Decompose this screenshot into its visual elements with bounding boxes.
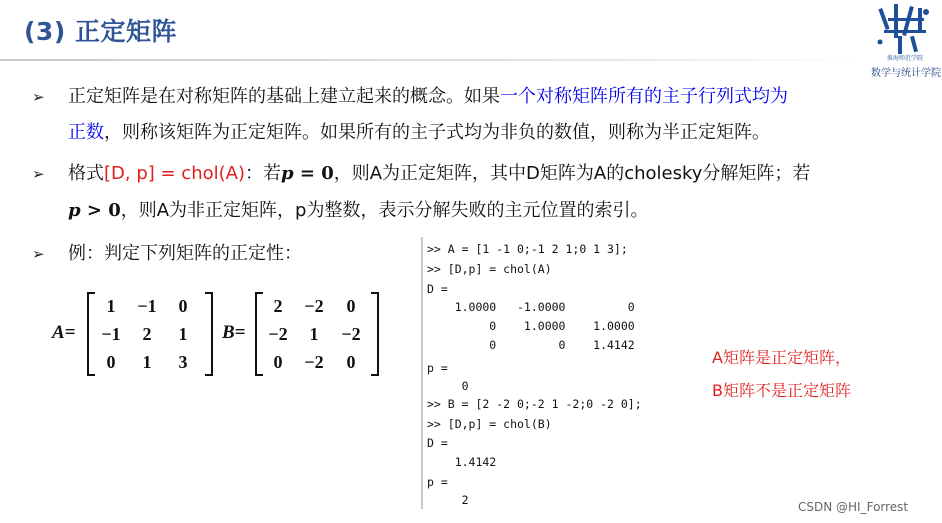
conclusion-a: A矩阵是正定矩阵， (712, 348, 851, 367)
console-line: 0 1.0000 1.0000 (427, 319, 635, 333)
logo-caption: 数学与统计学院 (871, 68, 941, 79)
matrix-a-label: A= (52, 322, 76, 343)
matrix-cell: 0 (178, 296, 188, 316)
console-line: D = (427, 436, 448, 450)
console-line: p = (427, 361, 448, 375)
logo-script-text: 淮海师范学院 (886, 55, 924, 62)
slide-title: (3) 正定矩阵 (24, 17, 177, 46)
matrix-cell: 1 (309, 324, 319, 344)
console-line: >> A = [1 -1 0;-1 2 1;0 1 3]; (427, 242, 628, 256)
console-line: 2 (427, 493, 469, 507)
matrix-cell: −2 (304, 352, 324, 372)
matrix-cell: 0 (273, 352, 283, 372)
title-divider (0, 59, 860, 61)
console-line: >> [D,p] = chol(A) (427, 262, 552, 276)
matrix-cell: −2 (341, 324, 361, 344)
bullet-1-line-2: 正数，则称该矩阵为正定矩阵。如果所有的主子式均为非负的数值，则称为半正定矩阵。 (68, 122, 770, 143)
console-line: 0 0 1.4142 (427, 338, 635, 352)
matrix-cell: 2 (273, 296, 283, 316)
matrix-cell: −2 (304, 296, 324, 316)
matrix-cell: 3 (178, 352, 188, 372)
matrix-cell: 0 (346, 296, 356, 316)
arrowhead-bullet-icon: ➢ (32, 165, 45, 183)
watermark-credit: CSDN @HI_Forrest (798, 500, 909, 514)
bullet-1-line-1: 正定矩阵是在对称矩阵的基础上建立起来的概念。如果一个对称矩阵所有的主子行列式均为 (68, 86, 788, 107)
bullet-3-text: 例：判定下列矩阵的正定性： (68, 243, 302, 264)
matrix-cell: −1 (137, 296, 157, 316)
arrowhead-bullet-icon: ➢ (32, 245, 45, 263)
console-line: 1.0000 -1.0000 0 (427, 300, 635, 314)
matrix-cell: 0 (346, 352, 356, 372)
bullet-2-line-2: p > 0，则A为非正定矩阵，p为整数，表示分解失败的主元位置的索引。 (68, 200, 649, 221)
console-line: >> [D,p] = chol(B) (427, 417, 552, 431)
console-line: D = (427, 282, 448, 296)
console-line: 1.4142 (427, 455, 497, 469)
matrix-a-brackets (87, 292, 213, 376)
bullet-2-line-1: 格式[D, p] = chol(A)：若p = 0，则A为正定矩阵，其中D矩阵为A的cholesky分解矩阵；若 (68, 163, 811, 184)
matrix-cell: 1 (106, 296, 116, 316)
arrowhead-bullet-icon: ➢ (32, 88, 45, 106)
matrix-b-label: B= (222, 322, 246, 343)
matrix-cell: −1 (101, 324, 121, 344)
conclusion-b: B矩阵不是正定矩阵 (712, 381, 851, 400)
console-line: 0 (427, 379, 469, 393)
matrix-b-brackets (255, 292, 379, 376)
console-line: >> B = [2 -2 0;-2 1 -2;0 -2 0]; (427, 397, 642, 411)
matrix-cell: 0 (106, 352, 116, 372)
matrix-cell: 1 (142, 352, 152, 372)
matrix-cell: −2 (268, 324, 288, 344)
matrix-cell: 1 (178, 324, 188, 344)
matrix-cell: 2 (142, 324, 152, 344)
console-line: p = (427, 475, 448, 489)
matlab-console-output (421, 237, 685, 509)
